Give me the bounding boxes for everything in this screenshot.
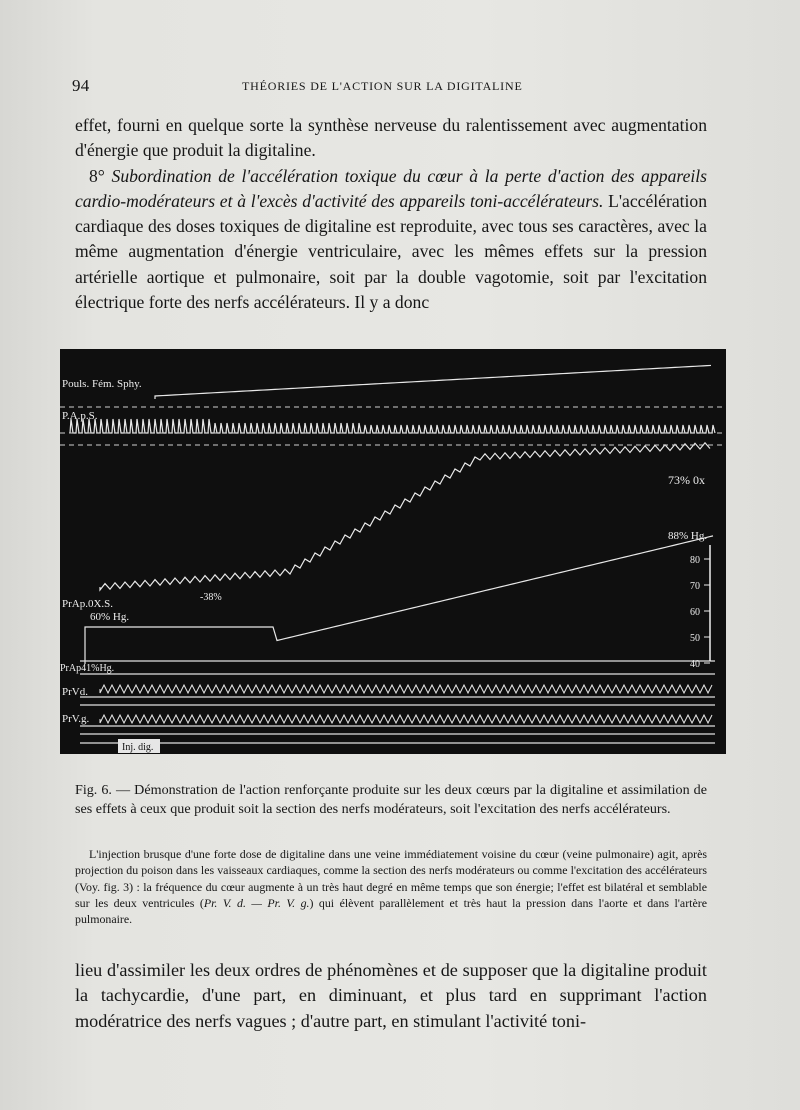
label-pas: P.A.p.S. — [62, 410, 98, 422]
figure-caption — [75, 781, 707, 819]
body-text-bottom — [75, 958, 707, 1034]
note-text-a: L'injection brusque d'une forte dose de digitaline dans une veine immédiatement voisine du cœur (veine pulmonaire) agit, après projection du poison dans les vaisseaux cardiaques, comme la section des nerfs modérateurs ou comme l'excitation des accélérateurs (Voy. fig. 3) : la fréquence du cœur augmente à un très haut degré en même temps que son énergie; l'effet est bilatéral et semblable sur les deux ventricules ( — [75, 847, 707, 910]
kymograph-tracings — [60, 349, 726, 754]
label-injection: Inj. dig. — [122, 742, 154, 753]
scale-tick-80: 80 — [690, 555, 700, 566]
kymograph-figure — [60, 349, 726, 754]
page-number: 94 — [72, 76, 90, 95]
note-italic: Pr. V. d. — Pr. V. g. — [203, 895, 310, 910]
label-ox73: 73% 0x — [668, 473, 705, 487]
running-header — [60, 78, 720, 98]
label-pct38: -38% — [200, 592, 222, 603]
scale-tick-60: 60 — [690, 607, 700, 618]
label-prap-ox: PrAp.0X.S. — [62, 598, 114, 610]
section-heading-italic: Subordination de l'accélération toxique du cœur à la perte d'action des appareils cardio-modérateurs et à l'excès d'activité des appareils toni-accélérateurs. — [75, 165, 707, 211]
paragraph-3: lieu d'assimiler les deux ordres de phénomènes et de supposer que la digitaline produit la tachycardie, d'une part, en diminuant, et plus tard en supprimant l'action modératrice des nerfs vagues ; d'autre part, en stimulant l'activité toni- — [75, 960, 707, 1031]
caption-text: — Démonstration de l'action renforçante produite sur les deux cœurs par la digitaline et assimilation de ses effets à ceux que produit soit la section des nerfs modérateurs, soit l'excitation des nerfs accélérateurs. — [75, 782, 707, 817]
label-prvd: PrVd. — [62, 686, 88, 698]
paragraph-1: effet, fourni en quelque sorte la synthèse nerveuse du ralentissement avec augmentation d'énergie que produit la digitaline. — [75, 115, 707, 161]
scale-tick-50: 50 — [690, 633, 700, 644]
label-hg88: 88% Hg. — [668, 530, 708, 542]
label-prvg: PrV.g. — [62, 713, 90, 725]
figure-note — [75, 846, 707, 927]
note-text-b: ) qui élèvent parallèlement et très haut la pression dans l'aorte et dans l'artère pulmonaire. — [75, 895, 707, 927]
label-hg60: 60% Hg. — [90, 611, 130, 623]
scale-tick-70: 70 — [690, 581, 700, 592]
scale-tick-40: 40 — [690, 659, 700, 670]
caption-label: Fig. 6. — [75, 782, 112, 798]
running-title: THÉORIES DE L'ACTION SUR LA DIGITALINE — [242, 79, 523, 93]
paragraph-2 — [75, 164, 707, 316]
label-hg41: PrAp41%Hg. — [60, 663, 115, 674]
paragraph-2-body: L'accélération cardiaque des doses toxiques de digitaline est reproduite, avec tous ses caractères, avec la même augmentation d'énergie ventriculaire, avec les mêmes effets sur la pression artérielle aortique et pulmonaire, soit par la double vagotomie, soit par l'excitation électrique forte des nerfs accélérateurs. Il y a donc — [75, 190, 707, 313]
section-number: 8° — [89, 165, 105, 186]
body-text-top — [75, 113, 707, 315]
label-pouls: Pouls. Fém. Sphy. — [62, 378, 142, 390]
